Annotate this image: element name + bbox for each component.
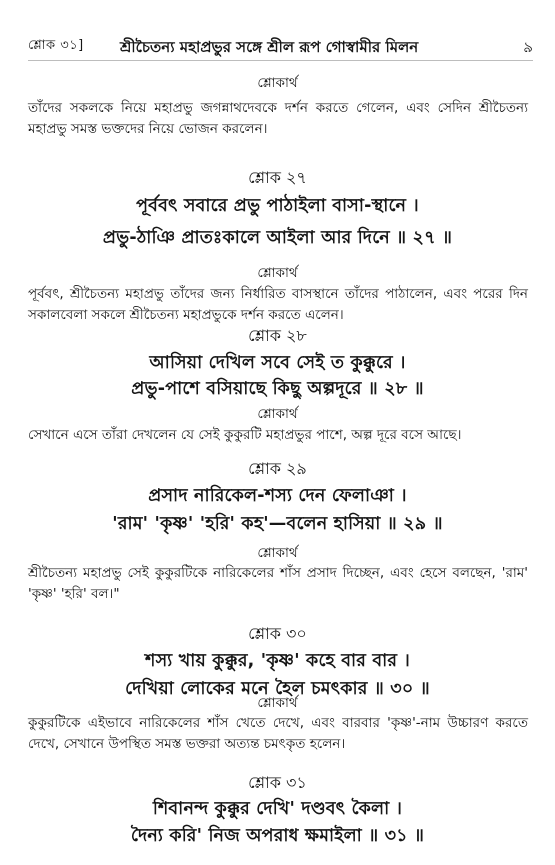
- header-divider: [28, 60, 533, 61]
- verse-label: শ্লোক ৩১: [248, 773, 307, 792]
- page-number: ৯: [523, 38, 533, 56]
- header-chapter-title: শ্রীচৈতন্য মহাপ্রভুর সঙ্গে শ্রীল রূপ গোস্বামীর মিলন: [120, 38, 419, 56]
- translation-label: শ্লোকার্থ: [257, 75, 298, 91]
- verse-line: প্রসাদ নারিকেল-শস্য দেন ফেলাঞা ।: [148, 486, 407, 506]
- header-verse-reference: শ্লোক ৩১]: [28, 38, 84, 53]
- verse-label: শ্লোক ২৭: [248, 168, 307, 187]
- running-header: [28, 36, 533, 58]
- verse-line: শস্য খায় কুক্কুর, 'কৃষ্ণ' কহে বার বার ।: [145, 651, 410, 671]
- translation-text: কুকুরটিকে এইভাবে নারিকেলের শাঁস খেতে দেখে, এবং বারবার 'কৃষ্ণ'-নাম উচ্চারণ করতে দেখে, সেখানে উপস্থিত সমস্ত ভক্তরা অত্যন্ত চমৎকৃত হলেন।: [28, 715, 528, 752]
- verse-line: 'রাম' 'কৃষ্ণ' 'হরি' কহ'—বলেন হাসিয়া ॥ ২৯ ॥: [112, 514, 443, 534]
- translation-text: তাঁদের সকলকে নিয়ে মহাপ্রভু জগন্নাথদেবকে দর্শন করতে গেলেন, এবং সেদিন শ্রীচৈতন্য মহাপ্রভু সমস্ত ভক্তদের নিয়ে ভোজন করলেন।: [28, 100, 528, 137]
- verse-line: দেখিয়া লোকের মনে হৈল চমৎকার ॥ ৩০ ॥: [125, 679, 430, 699]
- translation-text: পূর্ববৎ, শ্রীচৈতন্য মহাপ্রভু তাঁদের জন্য নির্ধারিত বাসস্থানে তাঁদের পাঠালেন, এবং পরের দিন সকালবেলা সকলে শ্রীচৈতন্য মহাপ্রভুকে দর্শন করতে এলেন।: [28, 286, 528, 323]
- verse-label: শ্লোক ৩০: [248, 624, 307, 643]
- verse-line: পূর্ববৎ সবারে প্রভু পাঠাইলা বাসা-স্থানে ।: [136, 196, 419, 216]
- verse-label: শ্লোক ২৮: [248, 326, 307, 345]
- translation-text: সেখানে এসে তাঁরা দেখলেন যে সেই কুকুরটি মহাপ্রভুর পাশে, অল্প দূরে বসে আছে।: [28, 427, 462, 443]
- verse-line: দৈন্য করি' নিজ অপরাধ ক্ষমাইলা ॥ ৩১ ॥: [130, 826, 425, 846]
- translation-label: শ্লোকার্থ: [257, 265, 298, 281]
- translation-label: শ্লোকার্থ: [257, 695, 298, 711]
- verse-line: প্রভু-ঠাঞি প্রাতঃকালে আইলা আর দিনে ॥ ২৭ ॥: [102, 228, 453, 248]
- translation-text: শ্রীচৈতন্য মহাপ্রভু সেই কুকুরটিকে নারিকেলের শাঁস প্রসাদ দিচ্ছেন, এবং হেসে বলছেন, 'রাম' 'কৃষ্ণ' 'হরি' বল।": [28, 565, 528, 602]
- verse-line: প্রভু-পাশে বসিয়াছে কিছু অল্পদূরে ॥ ২৮ ॥: [131, 379, 424, 399]
- verse-label: শ্লোক ২৯: [248, 459, 307, 478]
- verse-line: আসিয়া দেখিল সবে সেই ত কুক্কুরে ।: [149, 353, 406, 373]
- translation-label: শ্লোকার্থ: [257, 545, 298, 561]
- translation-label: শ্লোকার্থ: [257, 406, 298, 422]
- verse-line: শিবানন্দ কুক্কুর দেখি' দণ্ডবৎ কৈলা ।: [152, 799, 403, 819]
